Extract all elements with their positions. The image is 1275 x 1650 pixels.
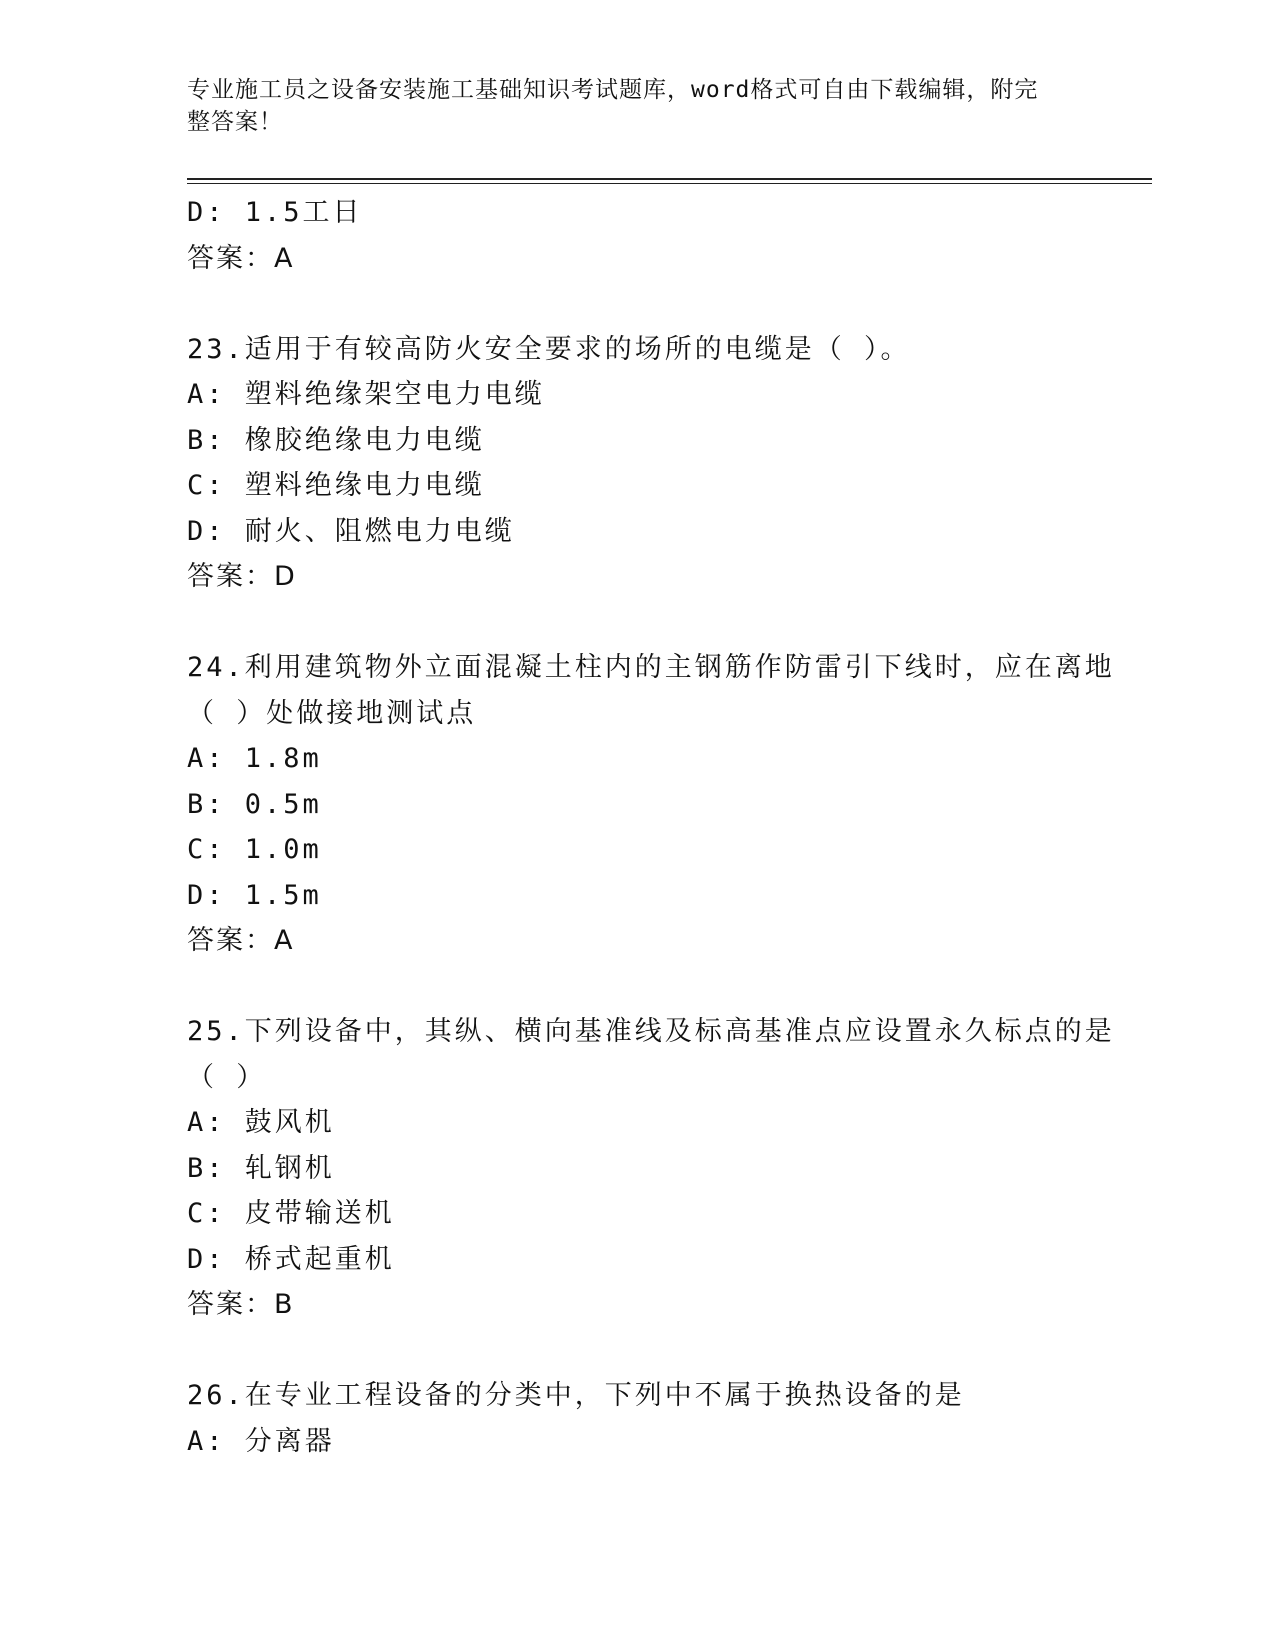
option-a: A: 1.8m	[187, 743, 322, 774]
option-b: B: 橡胶绝缘电力电缆	[187, 424, 485, 456]
question-stem-continued: （ ）处做接地测试点	[187, 697, 477, 729]
option-b: B: 0.5m	[187, 788, 322, 820]
question-26	[187, 1373, 1087, 1464]
answer-line: 答案：D	[187, 561, 297, 592]
question-stem: 23.适用于有较高防火安全要求的场所的电缆是（ ）。	[187, 333, 911, 365]
question-stem-continued: （ ）	[187, 1061, 267, 1093]
question-25	[187, 1009, 1115, 1328]
question-list	[187, 190, 1115, 1464]
option-c: C: 1.0m	[187, 834, 322, 865]
option-c: C: 皮带输送机	[187, 1198, 395, 1229]
header-line-1: 专业施工员之设备安装施工基础知识考试题库，word格式可自由下载编辑，附完	[187, 77, 1039, 103]
option-d: D: 1.5m	[187, 879, 322, 911]
spacer	[187, 964, 1087, 1010]
answer-line: 答案：B	[187, 1289, 295, 1320]
document-header	[187, 74, 1087, 138]
header-divider-thick	[187, 178, 1152, 180]
option-a: A: 分离器	[187, 1425, 335, 1457]
question-stem: 24.利用建筑物外立面混凝土柱内的主钢筋作防雷引下线时，应在离地	[187, 652, 1115, 683]
question-stem: 26.在专业工程设备的分类中，下列中不属于换热设备的是	[187, 1380, 965, 1411]
spacer	[187, 1328, 1087, 1374]
option-d: D: 桥式起重机	[187, 1243, 395, 1275]
question-stem: 25.下列设备中，其纵、横向基准线及标高基准点应设置永久标点的是	[187, 1016, 1115, 1047]
option-d: D: 耐火、阻燃电力电缆	[187, 515, 515, 547]
prev-question-tail	[187, 190, 1087, 281]
spacer	[187, 281, 1087, 327]
question-24	[187, 645, 1115, 964]
answer-line: 答案：A	[187, 242, 295, 274]
answer-line: 答案：A	[187, 925, 295, 956]
header-divider-thin	[187, 183, 1152, 184]
option-a: A: 塑料绝缘架空电力电缆	[187, 379, 545, 410]
header-line-2: 整答案！	[187, 109, 283, 135]
option-b: B: 轧钢机	[187, 1152, 335, 1184]
spacer	[187, 600, 1087, 646]
question-23	[187, 327, 1087, 600]
option-a: A: 鼓风机	[187, 1107, 335, 1138]
option-d: D: 1.5工日	[187, 197, 363, 228]
option-c: C: 塑料绝缘电力电缆	[187, 470, 485, 501]
